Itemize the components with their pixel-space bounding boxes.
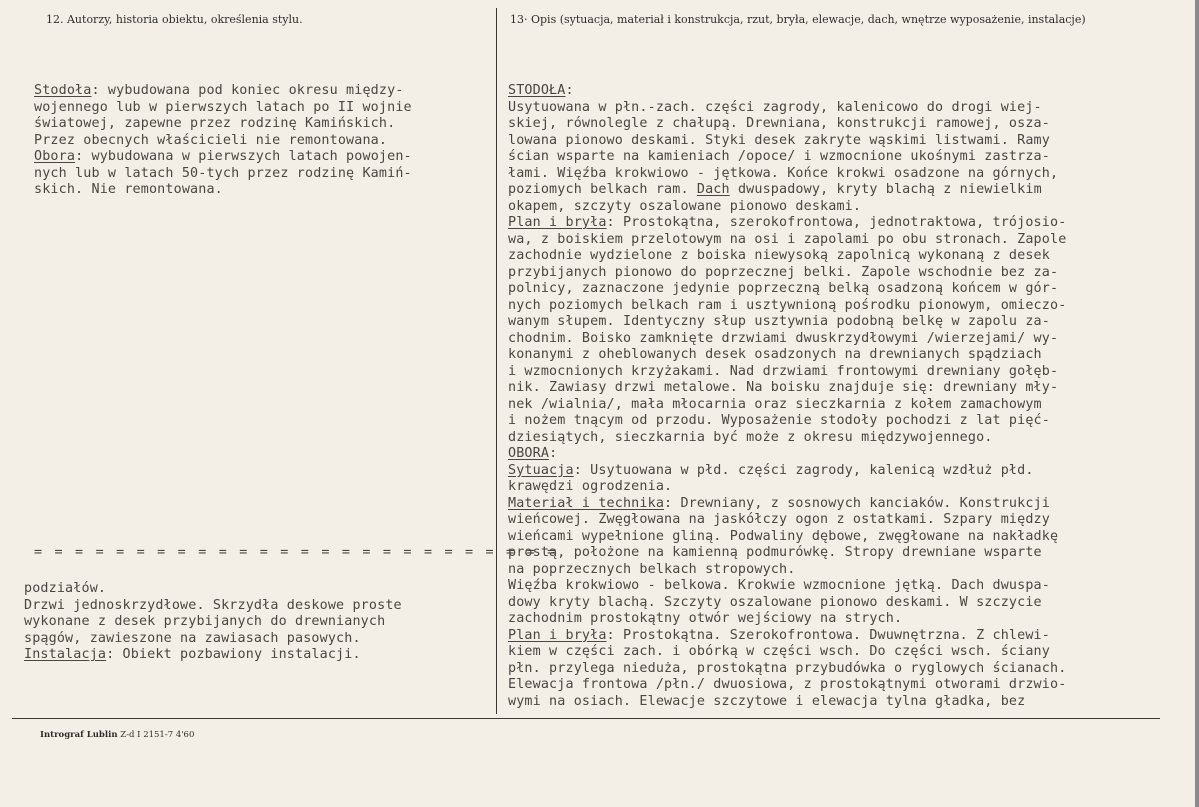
line-text: Drzwi jednoskrzydłowe. Skrzydła deskowe proste [24,597,402,613]
text-line [508,611,1066,628]
text-line [508,694,1066,711]
text-line [34,100,412,117]
text-line [24,598,402,615]
line-text: i nożem tnącym od przodu. Wyposażenie stodoły pochodzi z lat pięć- [508,413,1050,428]
text-line [508,314,1066,331]
line-text: ścian wsparte na kamieniach /opoce/ i wzmocnione ukośnymi zastrza- [508,149,1050,164]
line-text: łami. Więźba krokwiowo - jętkowa. Końce krokwi osadzone na górnych, [508,165,1059,181]
text-line [508,83,1066,100]
text-line [508,413,1066,430]
separator-line: = = = = = = = = = = = = = = = = = = = = = = = = = = [34,545,558,560]
text-line [508,281,1066,298]
text-line [34,166,412,183]
printer-imprint [40,730,194,740]
underlined-heading: Plan i bryła [508,627,607,643]
line-text: Więźba krokwiowo - belkowa. Krokwie wzmocnione jętką. Dach dwuspa- [508,578,1050,593]
text-line [508,578,1066,595]
line-text: Elewacja frontowa /płn./ dwuosiowa, z prostokątnymi otworami drzwio- [508,677,1067,692]
line-text: poziomych belkach ram. [508,182,697,197]
line-text: zachodnim prostokątny otwór wejściowy na strych. [508,611,903,626]
line-text: i wzmocnionych krzyżakami. Nad drzwiami frontowymi drewniany gołęb- [508,363,1059,379]
text-line [508,149,1066,166]
line-text: prostą, położone na kamienną podmurówkę. Stropy drewniane wsparte [508,545,1042,560]
line-text: spągów, zawieszone na zawiasach pasowych. [24,630,361,646]
line-text: Usytuowana w płn.-zach. części zagrody, kalenicowo do drogi wiej- [508,99,1042,115]
line-text: zachodnie wydzielone z boiska niewysoką zapolnicą wykonaną z desek [508,248,1050,263]
line-text: nek /wialnia/, mała młocarnia oraz sieczkarnia z kołem zamachowym [508,396,1042,412]
printer-name: Intrograf Lublin [40,730,118,740]
text-line [508,677,1066,694]
line-text: wykonane z desek przybijanych do drewnianych [24,614,386,629]
underlined-heading: Sytuacja [508,462,574,478]
line-text: wieńcami wypełnione gliną. Podwaliny dębowe, zwęgłowane na nakładkę [508,528,1059,544]
print-code: Z-d I 2151-7 4'60 [120,730,195,740]
text-line [508,199,1066,216]
line-text: polnicy, zaznaczone jedynie poprzeczną belką osadzoną końcem w gór- [508,281,1059,296]
text-line [508,512,1066,529]
line-text: dwuspadowy, kryty blachą z niewielkim [729,182,1042,197]
underlined-heading: STODOŁA [508,83,566,98]
text-line [24,647,402,664]
line-text: podziałów. [24,581,107,596]
section-13-heading: 13· Opis (sytuacja, materiał i konstrukcja, rzut, bryła, elewacje, dach, wnętrze wyposażenie, instalacje) [510,13,1086,26]
text-line [508,628,1066,645]
text-line [508,232,1066,249]
line-text: : Prostokątna, szerokofrontowa, jednotraktowa, trójosio- [606,215,1067,230]
text-line [508,133,1066,150]
line-text: nych lub w latach 50-tych przez rodzinę Kamiń- [34,165,412,181]
line-text: na poprzecznych belkach stropowych. [508,561,796,577]
line-text: : Obiekt pozbawiony instalacji. [106,647,361,662]
line-text: lowana pionowo deskami. Styki desek zakryte wąskimi listwami. Ramy [508,132,1050,148]
line-text: dowy kryty blachą. Szczyty oszalowane pionowo deskami. W szczycie [508,594,1042,610]
bottom-rule [12,718,1160,719]
line-text: : wybudowana w pierwszych latach powojen- [75,149,412,164]
scan-edge [1195,0,1199,807]
text-line [508,182,1066,199]
section-12-heading: 12. Autorzy, historia obiektu, określenia stylu. [46,13,303,26]
line-text: : [565,83,574,98]
line-text: : [549,446,558,461]
line-text: kiem w części zach. i obórką w części wsch. Do części wsch. ściany [508,644,1050,659]
text-line [34,182,412,199]
text-line [508,562,1066,579]
text-line [508,529,1066,546]
text-line [508,463,1066,480]
text-line [508,298,1066,315]
text-line [508,661,1066,678]
line-text: nych poziomych belkach ram i usztywnioną pośrodku pionowym, omieczo- [508,297,1067,313]
text-line [24,631,402,648]
line-text: nik. Zawiasy drzwi metalowe. Na boisku znajduje się: drewniany mły- [508,380,1059,395]
text-line [34,83,412,100]
text-line [508,166,1066,183]
underlined-heading: Instalacja [24,647,107,662]
text-line [34,116,412,133]
line-text: okapem, szczyty oszalowane pionowo deskami. [508,198,862,214]
text-line [508,496,1066,513]
text-line [508,595,1066,612]
line-text: chodnim. Boisko zamknięte drzwiami dwuskrzydłowymi /wierzejami/ wy- [508,330,1059,346]
underlined-heading: Plan i bryła [508,215,607,230]
line-text: wanym słupem. Identyczny słup usztywnia podobną belkę w zapolu za- [508,314,1050,329]
text-line [508,479,1066,496]
underlined-heading: Materiał i technika [508,495,665,511]
column-divider [496,8,497,714]
text-line [24,581,402,598]
text-line [508,545,1066,562]
continuation-text [24,581,402,664]
history-text [34,83,412,199]
text-line [508,215,1066,232]
line-text: światowej, zapewne przez rodzinę Kamińskich. [34,116,396,131]
line-text: wieńcowej. Zwęgłowana na jaskółczy ogon z ostatkami. Szpary między [508,512,1050,527]
line-text: płn. przylega nieduża, prostokątna przybudówka o ryglowych ścianach. [508,660,1067,676]
description-text [508,83,1066,710]
text-line [508,644,1066,661]
line-text: : Drewniany, z sosnowych kanciaków. Konstrukcji [664,495,1050,511]
line-text: wymi na osiach. Elewacje szczytowe i elewacja tylna gładka, bez [508,693,1026,709]
text-line [24,614,402,631]
text-line [508,364,1066,381]
line-text: : Usytuowana w płd. części zagrody, kalenicą wzdłuż płd. [573,462,1034,478]
line-text: wojennego lub w pierwszych latach po II wojnie [34,99,412,115]
line-text: : wybudowana pod koniec okresu między- [91,83,404,98]
underlined-heading: Obora [34,149,76,164]
line-text: Przez obecnych właścicieli nie remontowana. [34,132,388,148]
text-line [508,116,1066,133]
text-line [508,446,1066,463]
line-text: skich. Nie remontowana. [34,182,223,197]
text-line [34,133,412,150]
line-text: wa, z boiskiem przelotowym na osi i zapolami po obu stronach. Zapole [508,231,1067,247]
text-line [508,397,1066,414]
text-line [508,380,1066,397]
text-line [508,331,1066,348]
text-line [508,248,1066,265]
line-text: krawędzi ogrodzenia. [508,479,673,494]
text-line [508,430,1066,447]
text-line [34,149,412,166]
line-text: : Prostokątna. Szerokofrontowa. Dwuwnętrzna. Z chlewi- [606,627,1050,643]
line-text: skiej, równolegle z chałupą. Drewniana, konstrukcji ramowej, osza- [508,116,1050,131]
text-line [508,347,1066,364]
underlined-heading: OBORA [508,446,550,461]
line-text: konanymi z oheblowanych desek osadzonych na drewnianych spądziach [508,347,1042,362]
text-line [508,265,1066,282]
underlined-heading: Dach [696,182,730,197]
text-line [508,100,1066,117]
line-text: dziesiątych, sieczkarnia być może z okresu międzywojennego. [508,429,993,445]
line-text: przybijanych pionowo do poprzecznej belki. Zapole wschodnie bez za- [508,264,1059,280]
underlined-heading: Stodoła [34,83,92,98]
